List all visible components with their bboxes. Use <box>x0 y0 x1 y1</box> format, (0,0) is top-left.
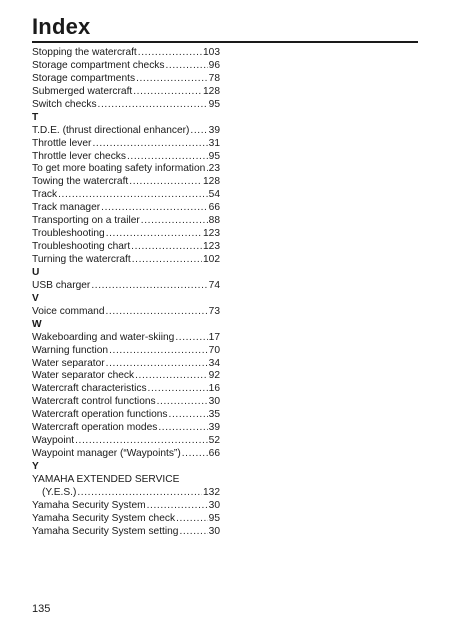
index-entry-term: To get more boating safety information <box>32 163 206 175</box>
dot-leader <box>158 422 207 435</box>
dot-leader <box>131 241 202 254</box>
index-entry-page: 88 <box>208 215 220 227</box>
index-entry <box>32 189 220 202</box>
index-entry-term: Water separator check <box>32 370 135 382</box>
index-entry-term: Wakeboarding and water-skiing <box>32 331 175 343</box>
index-list <box>32 47 220 539</box>
index-entry <box>32 448 220 461</box>
index-entry-page: 66 <box>208 448 220 460</box>
dot-leader <box>58 189 208 202</box>
index-entry-page: 128 <box>203 176 220 188</box>
index-entry-term: Throttle lever <box>32 137 92 149</box>
index-entry-term: Watercraft control functions <box>32 396 156 408</box>
index-entry-term: (Y.E.S.) <box>42 486 77 498</box>
index-section-letter: T <box>32 111 39 123</box>
index-entry <box>32 47 220 60</box>
index-entry-term: Waypoint <box>32 435 75 447</box>
dot-leader <box>106 228 202 241</box>
index-entry-page: 132 <box>203 486 220 498</box>
index-entry-term: Submerged watercraft <box>32 85 133 97</box>
index-entry <box>32 280 220 293</box>
dot-leader <box>176 513 208 526</box>
index-entry <box>32 138 220 151</box>
index-entry-term: Yamaha Security System <box>32 499 146 511</box>
dot-leader <box>105 306 207 319</box>
index-entry <box>32 513 220 526</box>
dot-leader <box>127 151 208 164</box>
index-entry <box>32 358 220 371</box>
index-entry-term: Voice command <box>32 305 105 317</box>
index-entry <box>32 332 220 345</box>
index-entry-page: 39 <box>208 124 220 136</box>
dot-leader <box>190 125 207 138</box>
index-entry <box>32 163 220 176</box>
dot-leader <box>109 345 208 358</box>
index-entry <box>32 176 220 189</box>
index-entry <box>32 500 220 513</box>
dot-leader <box>147 500 208 513</box>
dot-leader <box>106 358 208 371</box>
dot-leader <box>77 487 202 500</box>
dot-leader <box>92 138 207 151</box>
dot-leader <box>132 254 202 267</box>
index-entry-page: 17 <box>208 331 220 343</box>
index-entry-term: Transporting on a trailer <box>32 215 140 227</box>
index-section-letter: V <box>32 292 39 304</box>
dot-leader <box>148 383 208 396</box>
index-entry-page: 52 <box>208 435 220 447</box>
index-entry-term: T.D.E. (thrust directional enhancer) <box>32 124 190 136</box>
index-entry-term: Stopping the watercraft <box>32 47 137 58</box>
index-entry-term: Track manager <box>32 202 101 214</box>
dot-leader <box>166 60 208 73</box>
index-entry-page: 34 <box>208 357 220 369</box>
dot-leader <box>91 280 207 293</box>
dot-leader <box>135 370 208 383</box>
index-entry-term: YAMAHA EXTENDED SERVICE <box>32 473 180 485</box>
index-entry-term: Towing the watercraft <box>32 176 129 188</box>
index-entry-page: 73 <box>208 305 220 317</box>
index-entry <box>32 60 220 73</box>
index-entry-page: 92 <box>208 370 220 382</box>
index-entry-page: 66 <box>208 202 220 214</box>
index-entry <box>32 241 220 254</box>
index-entry-term: Troubleshooting chart <box>32 241 131 253</box>
index-entry <box>32 370 220 383</box>
index-entry-page: 30 <box>208 499 220 511</box>
index-entry-term: Switch checks <box>32 98 97 110</box>
index-entry-term: Watercraft operation functions <box>32 409 168 421</box>
index-entry-page: 30 <box>208 396 220 408</box>
index-entry-term: Track <box>32 189 58 201</box>
index-entry-page: 95 <box>208 150 220 162</box>
index-entry-term: Water separator <box>32 357 105 369</box>
index-entry-page: 31 <box>208 137 220 149</box>
index-entry-term: Turning the watercraft <box>32 254 131 265</box>
index-entry-term: Storage compartment checks <box>32 59 165 71</box>
dot-leader <box>179 526 207 539</box>
index-entry <box>32 254 220 267</box>
index-entry-term: Watercraft characteristics <box>32 383 147 395</box>
index-section-letter: W <box>32 318 42 330</box>
index-entry-page: 35 <box>208 409 220 421</box>
page-number: 135 <box>32 603 51 615</box>
index-entry-page: 95 <box>208 98 220 110</box>
index-entry-page: 123 <box>203 228 220 240</box>
index-entry <box>32 409 220 422</box>
dot-leader <box>98 99 208 112</box>
dot-leader <box>133 86 202 99</box>
index-entry-term: Watercraft operation modes <box>32 422 158 434</box>
index-entry <box>32 345 220 358</box>
index-entry-term: Waypoint manager (“Waypoints”) <box>32 448 181 460</box>
index-entry-page: 102 <box>203 254 220 265</box>
index-entry-term: USB charger <box>32 279 91 291</box>
index-entry-page: 54 <box>208 189 220 201</box>
index-entry-page: 96 <box>208 59 220 71</box>
title-rule <box>32 41 418 43</box>
dot-leader <box>101 202 208 215</box>
index-entry <box>32 215 220 228</box>
index-section-letter: U <box>32 266 40 278</box>
dot-leader <box>157 396 208 409</box>
index-entry <box>32 383 220 396</box>
index-entry <box>32 151 220 164</box>
index-entry-page: 78 <box>208 72 220 84</box>
index-entry <box>32 202 220 215</box>
index-entry-page: 70 <box>208 344 220 356</box>
index-entry-term: Troubleshooting <box>32 228 105 240</box>
dot-leader <box>169 409 208 422</box>
index-entry <box>32 99 220 112</box>
index-entry-term: Yamaha Security System check <box>32 512 176 524</box>
page-title: Index <box>32 14 91 39</box>
dot-leader <box>175 332 207 345</box>
index-entry <box>32 435 220 448</box>
index-entry <box>32 526 220 539</box>
index-section-letter: Y <box>32 461 39 472</box>
index-entry-term: Yamaha Security System setting <box>32 525 179 537</box>
dot-leader <box>141 215 208 228</box>
dot-leader <box>136 73 208 86</box>
dot-leader <box>182 448 208 461</box>
index-entry-term: Throttle lever checks <box>32 150 126 162</box>
index-entry <box>32 396 220 409</box>
index-entry-page: 23 <box>208 163 220 175</box>
index-entry <box>32 228 220 241</box>
index-entry-page: 103 <box>203 47 220 58</box>
index-entry-term: Warning function <box>32 344 109 356</box>
index-entry-page: 74 <box>208 279 220 291</box>
index-entry-term: Storage compartments <box>32 72 136 84</box>
dot-leader <box>75 435 208 448</box>
index-entry <box>32 487 220 500</box>
index-entry-page: 123 <box>203 241 220 253</box>
index-entry-page: 39 <box>208 422 220 434</box>
index-entry <box>32 306 220 319</box>
index-entry <box>32 422 220 435</box>
index-entry <box>32 73 220 86</box>
dot-leader <box>138 47 202 60</box>
dot-leader <box>129 176 202 189</box>
index-entry <box>32 125 220 138</box>
index-entry-page: 128 <box>203 85 220 97</box>
index-entry <box>32 86 220 99</box>
index-entry-page: 95 <box>208 512 220 524</box>
dot-leader <box>206 163 207 176</box>
index-entry-page: 16 <box>208 383 220 395</box>
index-entry-page: 30 <box>208 525 220 537</box>
